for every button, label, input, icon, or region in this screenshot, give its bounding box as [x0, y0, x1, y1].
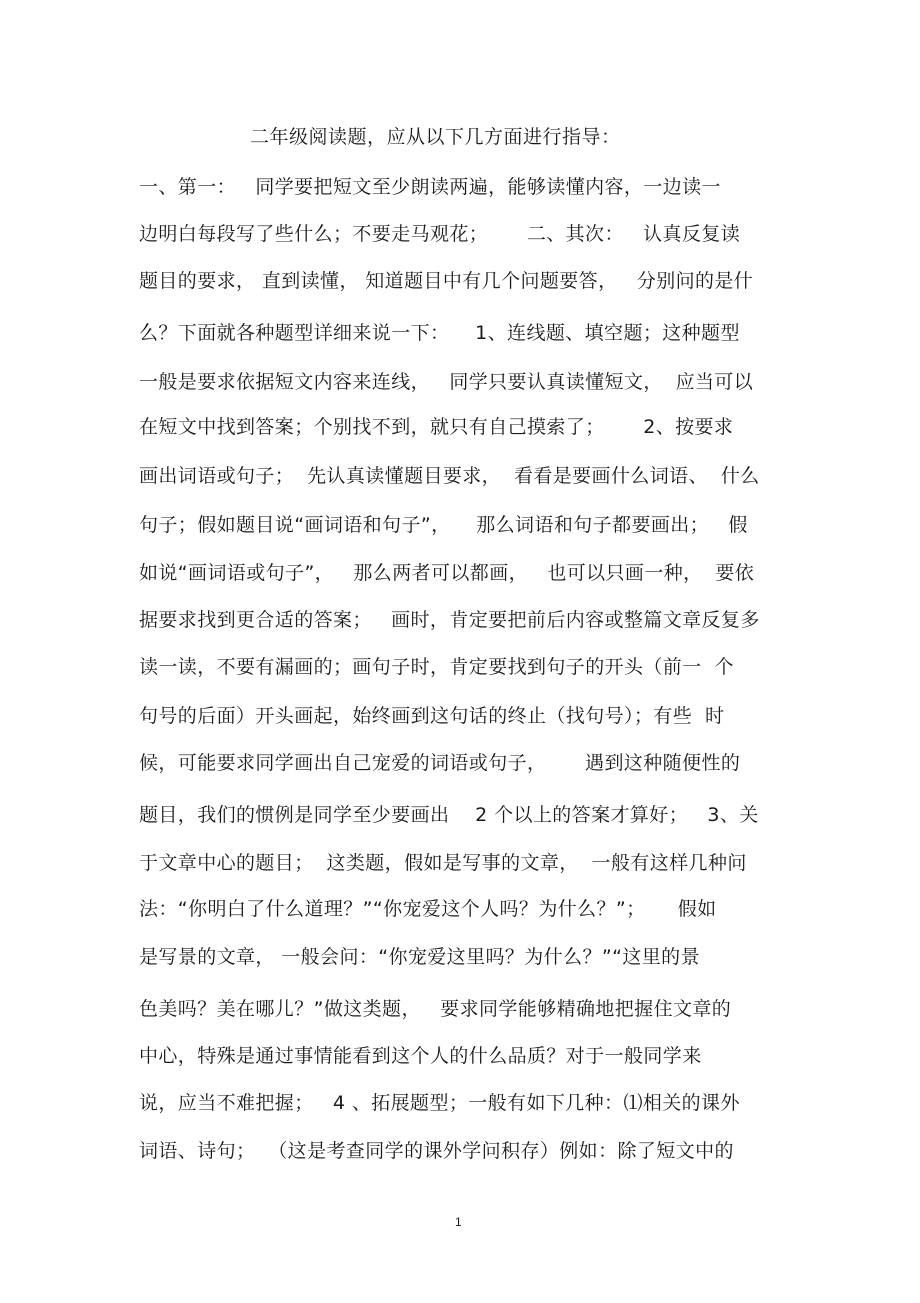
body-line: 是写景的文章， 一般会问：“你宠爱这里吗？为什么？”“这里的景: [139, 946, 700, 968]
page-number: 1: [455, 1215, 462, 1229]
body-line: 中心，特殊是通过事情能看到这个人的什么品质？对于一般同学来: [139, 1045, 702, 1067]
body-line: 句号的后面）开头画起，始终画到这句话的终止（找句号）；有些 时: [139, 705, 725, 727]
body-line: 如说“画词语或句子”， 那么两者可以都画， 也可以只画一种， 要依: [139, 562, 755, 584]
body-line: 词语、诗句； （这是考查同学的课外学问积存）例如：除了短文中的: [139, 1140, 734, 1162]
body-line: 据要求找到更合适的答案； 画时，肯定要把前后内容或整篇文章反复多: [139, 609, 760, 631]
page-title: 二年级阅读题，应从以下几方面进行指导：: [250, 126, 621, 148]
body-line: 候，可能要求同学画出自己宠爱的词语或句子， 遇到这种随便性的: [139, 752, 741, 774]
body-line: 读一读，不要有漏画的；画句子时，肯定要找到句子的开头（前一 个: [139, 656, 734, 678]
body-line: 题目的要求， 直到读懂， 知道题目中有几个问题要答， 分别问的是什: [139, 270, 754, 292]
body-line: 题目，我们的惯例是同学至少要画出 2 个以上的答案才算好； 3、关: [139, 804, 759, 826]
body-line: 说，应当不难把握； 4 、拓展题型；一般有如下几种：⑴相关的课外: [139, 1092, 740, 1114]
body-line: 一般是要求依据短文内容来连线， 同学只要认真读懂短文， 应当可以: [139, 371, 754, 393]
body-line: 句子；假如题目说“画词语和句子”， 那么词语和句子都要画出； 假: [139, 514, 748, 536]
body-line: 色美吗？美在哪儿？”做这类题， 要求同学能够精确地把握住文章的: [139, 998, 732, 1020]
body-line: 于文章中心的题目； 这类题，假如是写事的文章， 一般有这样几种问: [139, 852, 747, 874]
body-line: 法：“你明白了什么道理？”“你宠爱这个人吗？为什么？”； 假如: [139, 898, 717, 920]
body-line: 一、第一： 同学要把短文至少朗读两遍，能够读懂内容，一边读一: [139, 176, 721, 198]
body-line: 么？下面就各种题型详细来说一下： 1、连线题、填空题；这种题型: [139, 322, 740, 344]
body-line: 在短文中找到答案；个别找不到，就只有自己摸索了； 2、按要求: [139, 416, 734, 438]
body-line: 画出词语或句子； 先认真读懂题目要求， 看看是要画什么词语、 什么: [139, 465, 760, 487]
body-line: 边明白每段写了些什么；不要走马观花； 二、其次： 认真反复读: [139, 223, 741, 245]
